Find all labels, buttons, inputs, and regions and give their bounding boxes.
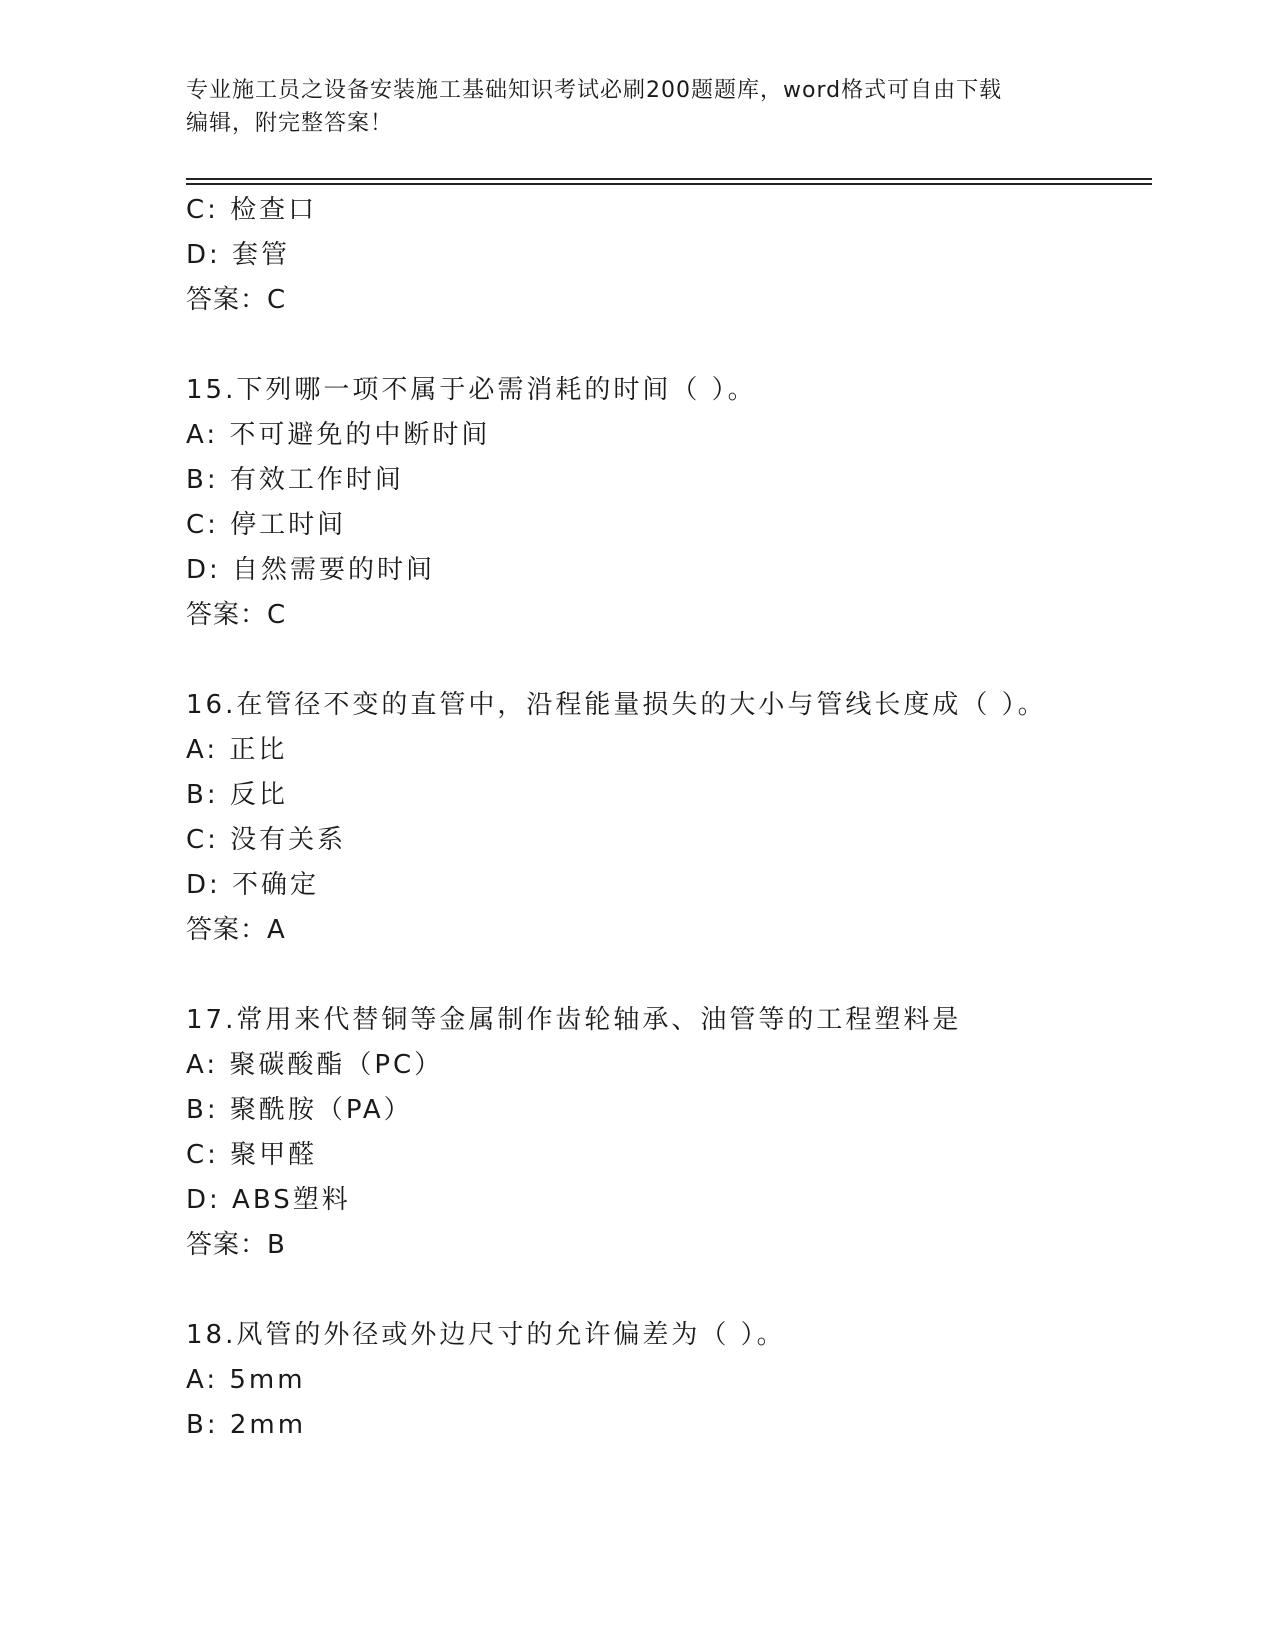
option-b: B: 聚酰胺（PA） (186, 1095, 413, 1125)
option-c: C: 聚甲醛 (186, 1140, 318, 1170)
option-a: A: 正比 (186, 735, 288, 765)
answer-line: 答案：C (186, 285, 287, 315)
option-d: D: ABS塑料 (186, 1185, 351, 1215)
header-divider-bottom (186, 183, 1152, 185)
question-stem: 15.下列哪一项不属于必需消耗的时间（ ）。 (186, 375, 757, 405)
option-a: A: 聚碳酸酯（PC） (186, 1050, 444, 1080)
header-line-2: 编辑，附完整答案！ (186, 111, 394, 136)
answer-line: 答案：B (186, 1230, 286, 1260)
option-c: C: 停工时间 (186, 510, 347, 540)
option-b: B: 反比 (186, 780, 288, 810)
option-a: A: 不可避免的中断时间 (186, 420, 491, 450)
answer-line: 答案：A (186, 915, 286, 945)
option-d: D: 套管 (186, 240, 291, 270)
option-d: D: 自然需要的时间 (186, 555, 436, 585)
option-d: D: 不确定 (186, 870, 320, 900)
answer-line: 答案：C (186, 600, 287, 630)
question-stem: 18.风管的外径或外边尺寸的允许偏差为（ ）。 (186, 1320, 786, 1350)
document-header (186, 74, 1086, 140)
question-stem: 17.常用来代替铜等金属制作齿轮轴承、油管等的工程塑料是 (186, 1005, 962, 1035)
question-stem: 16.在管径不变的直管中，沿程能量损失的大小与管线长度成（ ）。 (186, 690, 1047, 720)
header-line-1: 专业施工员之设备安装施工基础知识考试必刷200题题库，word格式可自由下载 (186, 78, 1003, 103)
option-b: B: 有效工作时间 (186, 465, 404, 495)
option-b: B: 2mm (186, 1410, 307, 1440)
option-a: A: 5mm (186, 1365, 306, 1395)
option-c: C: 没有关系 (186, 825, 347, 855)
option-c: C: 检查口 (186, 195, 318, 225)
header-divider-top (186, 178, 1152, 180)
